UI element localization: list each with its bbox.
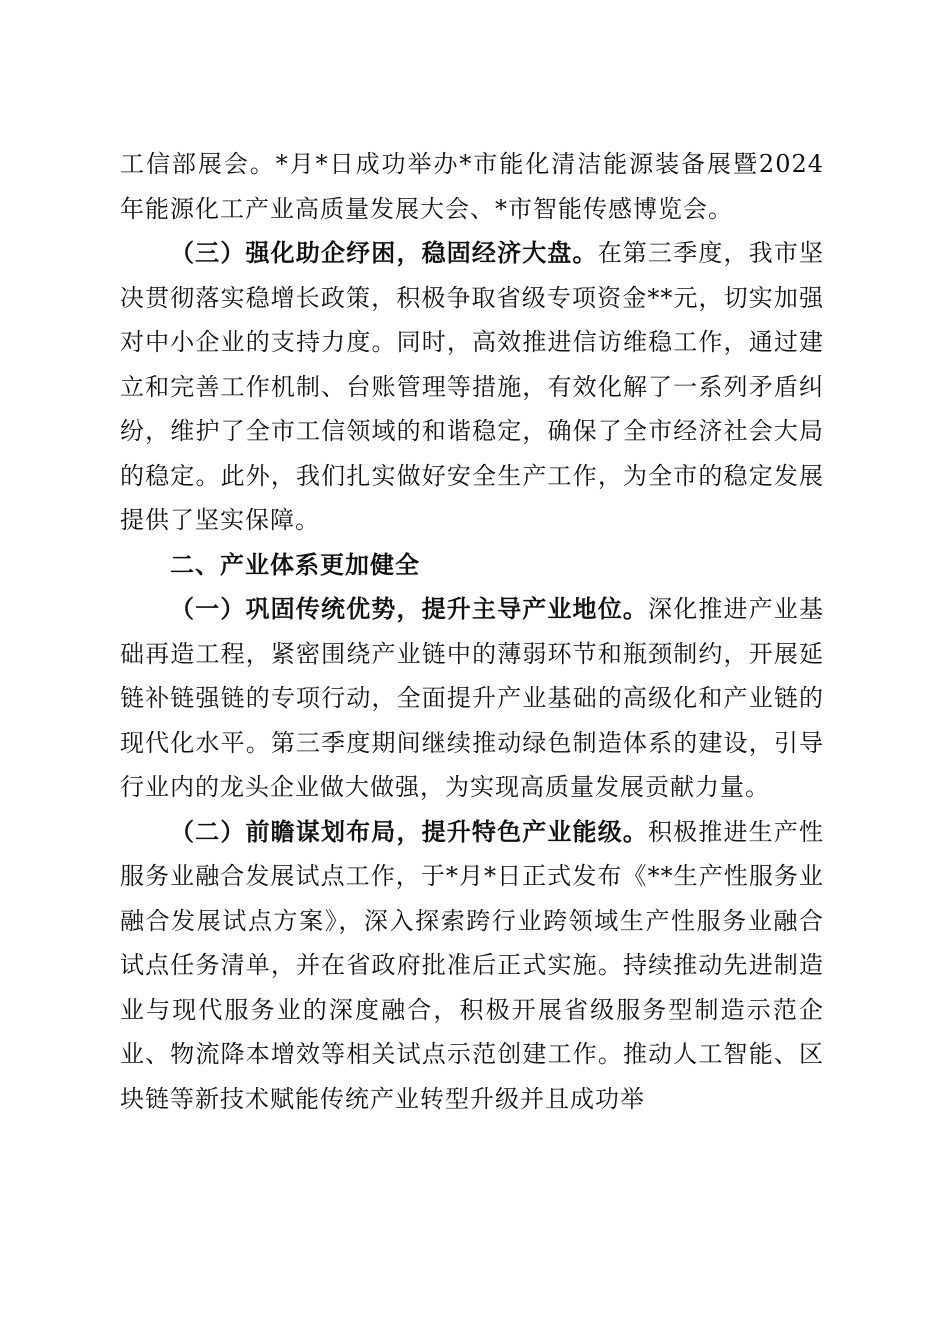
paragraph-lead: （一）巩固传统优势，提升主导产业地位。	[170, 594, 649, 623]
paragraph-traditional-advantages	[120, 587, 824, 810]
paragraph-characteristic-industries	[120, 810, 824, 1122]
paragraph-text: 积极推进生产性服务业融合发展试点工作，于*月*日正式发布《**生产性服务业融合发展试点方案》，深入探索跨行业跨领域生产性服务业融合试点任务清单，并在省政府批准后正式实施。持续推动先进制造业与现代服务业的深度融合，积极开展省级服务型制造示范企业、物流降本增效等相关试点示范创建工作。推动人工智能、区块链等新技术赋能传统产业转型升级并且成功举	[120, 817, 825, 1113]
document-body	[120, 142, 824, 1121]
paragraph-text: 深化推进产业基础再造工程，紧密围绕产业链中的薄弱环节和瓶颈制约，开展延链补链强链的专项行动，全面提升产业基础的高级化和产业链的现代化水平。第三季度期间继续推动绿色制造体系的建设，引导行业内的龙头企业做大做强，为实现高质量发展贡献力量。	[120, 595, 825, 801]
paragraph-assist-enterprises	[120, 231, 824, 543]
paragraph-text: 在第三季度，我市坚决贯彻落实稳增长政策，积极争取省级专项资金**元，切实加强对中小企业的支持力度。同时，高效推进信访维稳工作，通过建立和完善工作机制、台账管理等措施，有效化解了一系列矛盾纠纷，维护了全市工信领域的和谐稳定，确保了全市经济社会大局的稳定。此外，我们扎实做好安全生产工作，为全市的稳定发展提供了坚实保障。	[120, 239, 824, 534]
paragraph-continued	[120, 142, 824, 231]
section-heading: 二、产业体系更加健全	[170, 550, 420, 579]
paragraph-lead: （二）前瞻谋划布局，提升特色产业能级。	[170, 816, 649, 846]
paragraph-text: 工信部展会。*月*日成功举办*市能化清洁能源装备展暨2024年能源化工产业高质量发展大会、*市智能传感博览会。	[120, 150, 824, 223]
paragraph-lead: （三）强化助企纾困，稳固经济大盘。	[170, 238, 598, 267]
